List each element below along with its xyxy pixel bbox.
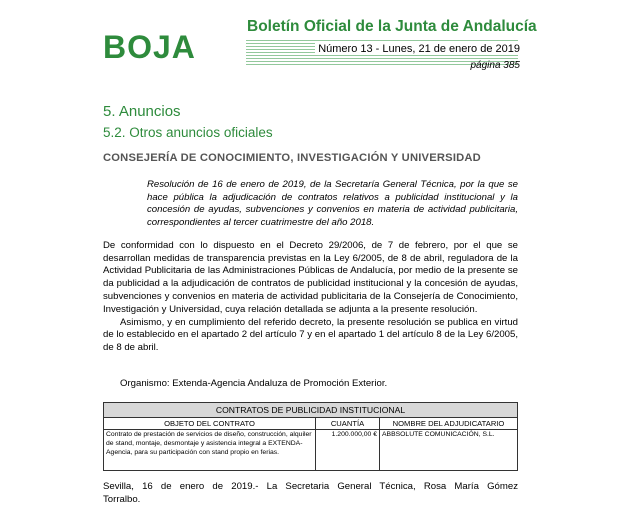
body-paragraph: Asimismo, y en cumplimiento del referido decreto, la presente resolución se publica en virtud de lo establecido en el apartado 2 del artículo 7 y en el apartado 1 del artículo 8 de la Ley 6/2005, de 8 de abril. bbox=[103, 316, 518, 354]
body-paragraph: De conformidad con lo dispuesto en el Decreto 29/2006, de 7 de febrero, por el que se desarrollan medidas de transparencia previstas en la Ley 6/2005, de 8 de abril, reguladora de la Actividad Publicitaria de las Administraciones Públicas de Andalucía, por medio de la presente se da publicidad a la adjudicación de contratos de publicidad institucional y la concesión de ayudas, subvenciones y convenios en materia de actividad publicitaria de la Consejería de Conocimiento, Investigación y Universidad, cuya relación detallada se adjunta a la presente resolución. bbox=[103, 240, 518, 315]
table-row bbox=[104, 430, 518, 471]
organism-line: Organismo: Extenda-Agencia Andaluza de Promoción Exterior. bbox=[120, 378, 388, 389]
column-header: OBJETO DEL CONTRATO bbox=[104, 418, 316, 430]
table-title: CONTRATOS DE PUBLICIDAD INSTITUCIONAL bbox=[104, 403, 518, 418]
boja-logo: BOJA bbox=[103, 29, 196, 65]
body-text bbox=[103, 240, 518, 355]
bulletin-title: Boletín Oficial de la Junta de Andalucía bbox=[247, 18, 537, 35]
subsection-heading: 5.2. Otros anuncios oficiales bbox=[103, 125, 273, 140]
section-heading: 5. Anuncios bbox=[103, 103, 181, 120]
contract-amount-cell: 1.200.000,00 € bbox=[316, 430, 380, 471]
signature-line: Sevilla, 16 de enero de 2019.- La Secretaria General Técnica, Rosa María Gómez bbox=[103, 481, 518, 492]
issue-info: Número 13 - Lunes, 21 de enero de 2019 bbox=[315, 43, 520, 55]
signature-line-continued: Torralbo. bbox=[103, 494, 141, 505]
column-header: NOMBRE DEL ADJUDICATARIO bbox=[380, 418, 518, 430]
contractor-name-cell: ABBSOLUTE COMUNICACIÓN, S.L. bbox=[380, 430, 518, 471]
contract-object-cell: Contrato de prestación de servicios de diseño, construcción, alquiler de stand, montaje, desmontaje y asistencia integral a EXTENDA-Agencia, para su participación con stand propio en ferias. bbox=[104, 430, 316, 471]
resolution-summary: Resolución de 16 de enero de 2019, de la Secretaría General Técnica, por la que se hace pública la adjudicación de contratos relativos a publicidad institucional y la concesión de ayudas, subvenciones y convenios en materia de actividad publicitaria, correspondientes al tercer cuatrimestre del año 2018. bbox=[147, 179, 518, 229]
contracts-table bbox=[103, 402, 518, 471]
column-header: CUANTÍA bbox=[316, 418, 380, 430]
page-number: página 385 bbox=[470, 60, 520, 71]
department-heading: CONSEJERÍA DE CONOCIMIENTO, INVESTIGACIÓN Y UNIVERSIDAD bbox=[103, 152, 481, 164]
